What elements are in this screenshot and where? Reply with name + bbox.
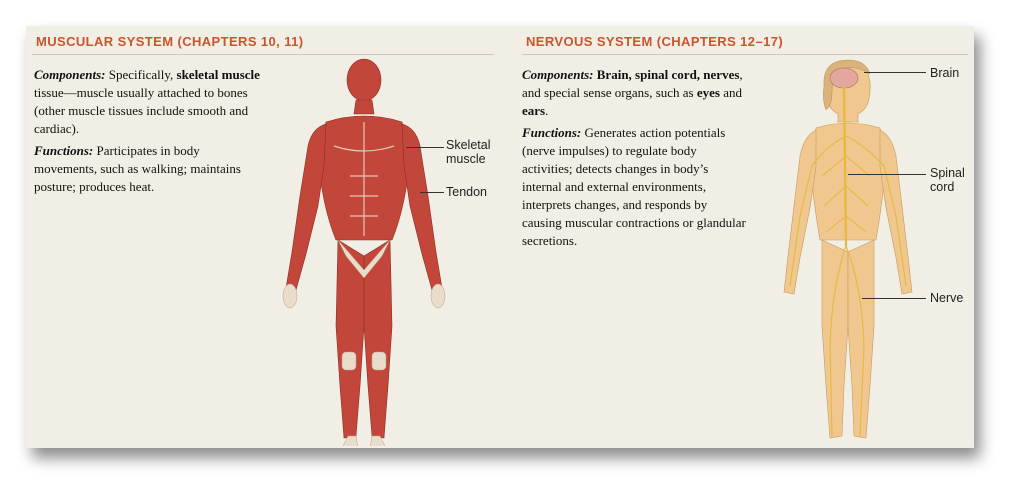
nerve-label: Nerve xyxy=(930,291,964,305)
header-divider xyxy=(522,54,968,55)
muscular-description xyxy=(34,66,262,200)
tendon-label: Tendon xyxy=(446,185,488,199)
brain-label: Brain xyxy=(930,66,960,80)
components-label: Components: xyxy=(522,67,594,82)
nerve-leader xyxy=(862,298,926,299)
muscular-system-panel xyxy=(26,26,500,448)
functions-label: Functions: xyxy=(522,125,582,140)
nervous-components: Components: Brain, spinal cord, nerves, and special sense organs, such as eyes and ears. xyxy=(522,67,743,118)
tendon-leader xyxy=(420,192,444,193)
nervous-functions: Functions: Generates action potentials (nerve impulses) to regulate body activities; detects changes in body’s internal and external environments, interprets changes, and responds by causing muscular contractions or glandular secretions. xyxy=(522,125,746,248)
nervous-description xyxy=(522,66,750,254)
brain-shape xyxy=(830,68,858,88)
skeletal-muscle-label: Skeletal muscle xyxy=(446,138,491,166)
figure-card xyxy=(26,26,974,448)
brain-leader xyxy=(864,72,926,73)
nervous-system-title: NERVOUS SYSTEM (CHAPTERS 12–17) xyxy=(526,34,784,49)
header-divider xyxy=(32,54,494,55)
muscular-system-title: MUSCULAR SYSTEM (CHAPTERS 10, 11) xyxy=(36,34,304,49)
muscular-figure xyxy=(264,56,464,446)
nervous-figure xyxy=(766,56,936,446)
nervous-system-panel xyxy=(516,26,974,448)
muscular-functions: Functions: Participates in body movements, such as walking; maintains posture; produces heat. xyxy=(34,143,241,194)
spinal-cord-leader xyxy=(848,174,926,175)
functions-label: Functions: xyxy=(34,143,94,158)
components-label: Components: xyxy=(34,67,106,82)
components-bold: skeletal muscle xyxy=(176,67,260,82)
spinal-cord-label: Spinal cord xyxy=(930,166,965,194)
muscular-components: Components: Specifically, skeletal muscle tissue—muscle usually attached to bones (other muscle tissues include smooth and cardiac). xyxy=(34,67,260,136)
skeletal-muscle-leader xyxy=(406,147,444,148)
